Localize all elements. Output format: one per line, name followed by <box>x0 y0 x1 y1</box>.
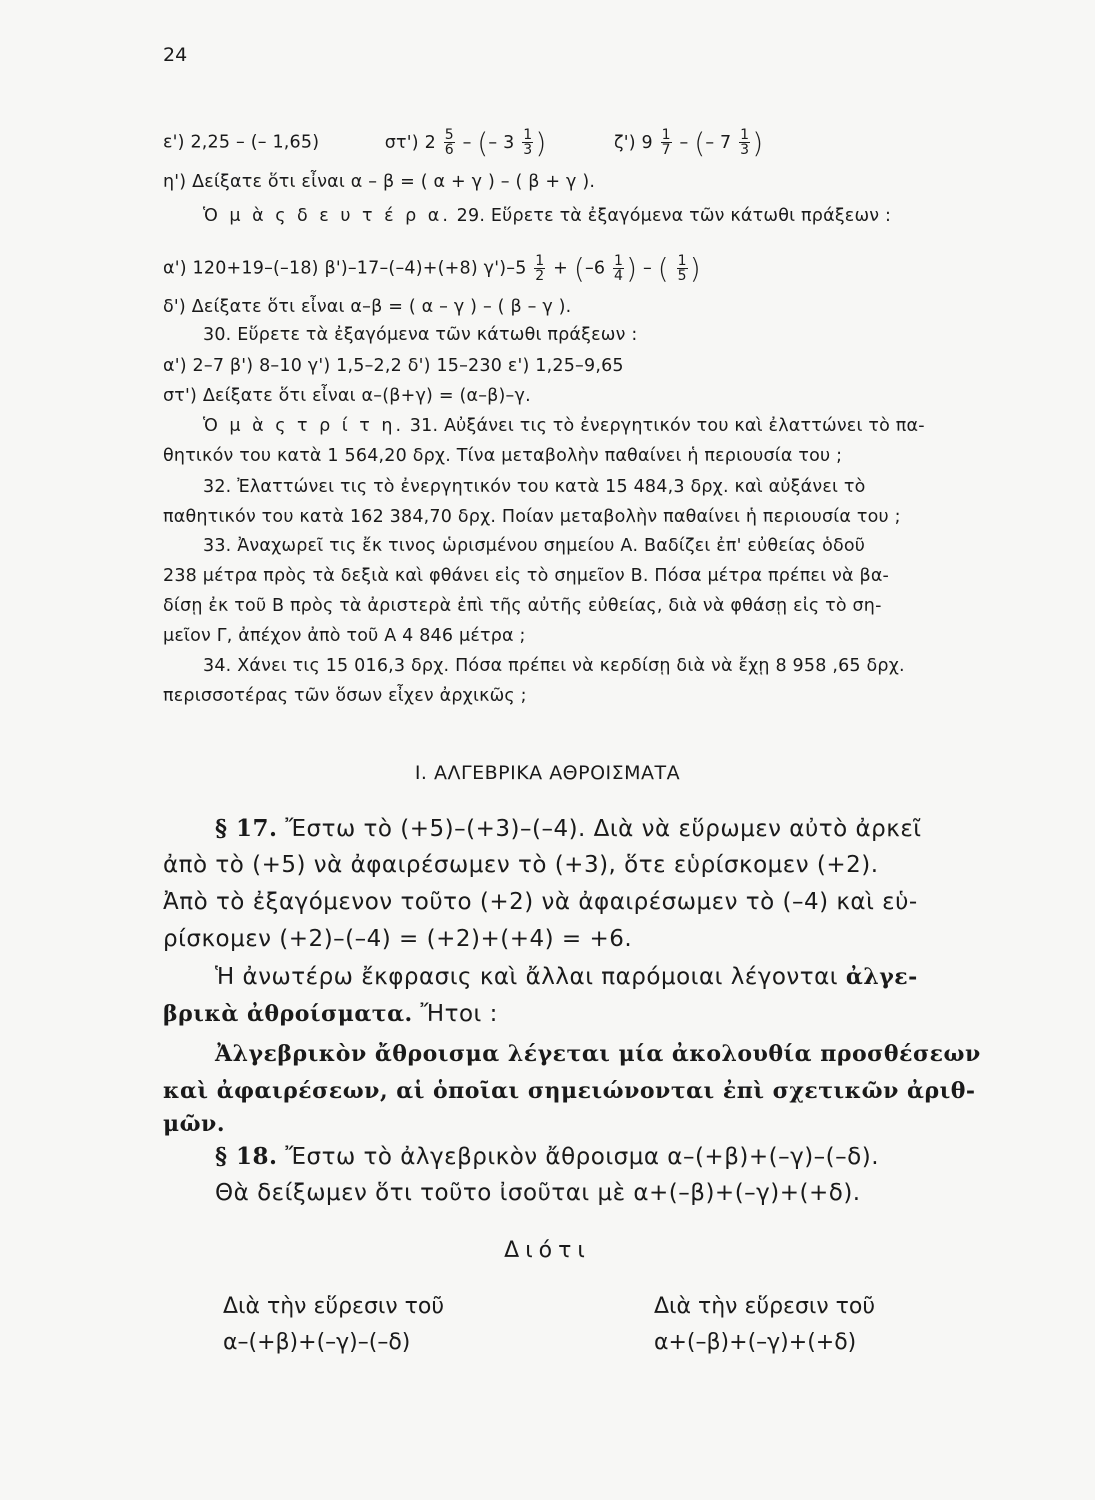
exercise-28-row <box>163 126 763 159</box>
fraction: $\frac{5}{6}$ <box>444 127 454 158</box>
exercise-31-line2: θητικόν του κατὰ 1 564,20 δρχ. Τίνα μεταβολὴν παθαίνει ἡ περιουσία του ; <box>163 446 843 466</box>
exercise-30-title: 30. Εὕρετε τὰ ἐξαγόμενα τῶν κάτωθι πράξεων : <box>203 325 638 345</box>
exercise-32-line1: 32. Ἐλαττώνει τις τὸ ἐνεργητικόν του κατὰ 15 484,3 δρχ. καὶ αὐξάνει τὸ <box>203 477 866 497</box>
exercise-28-h: η') Δείξατε ὅτι εἶναι α – β = ( α + γ ) – ( β + γ ). <box>163 172 596 192</box>
item-e: ε') 2,25 – (– 1,65) <box>163 132 320 153</box>
s17-line1: § 17. Ἔστω τὸ (+5)–(+3)–(–4). Διὰ νὰ εὕρωμεν αὐτὸ ἀρκεῖ <box>215 815 922 842</box>
fraction: $\frac{1}{3}$ <box>740 127 750 158</box>
exercise-32-line2: παθητικόν του κατὰ 162 384,70 δρχ. Ποίαν μεταβολὴν παθαίνει ἡ περιουσία του ; <box>163 507 901 527</box>
left-column-line1: Διὰ τὴν εὕρεσιν τοῦ <box>223 1294 445 1319</box>
dioti-heading: Διότι <box>504 1238 591 1263</box>
section-mark: § 17. <box>215 815 278 842</box>
exercise-30-items: α') 2–7 β') 8–10 γ') 1,5–2,2 δ') 15–230 ε') 1,25–9,65 <box>163 356 624 376</box>
page-number: 24 <box>163 44 188 66</box>
s18-line1: § 18. Ἔστω τὸ ἀλγεβρικὸν ἄθροισμα α–(+β)+(–γ)–(–δ). <box>215 1143 880 1170</box>
exercise-29-d: δ') Δείξατε ὅτι εἶναι α–β = ( α – γ ) – ( β – γ ). <box>163 297 572 317</box>
s17-line6: βρικὰ ἀθροίσματα. Ἤτοι : <box>163 1001 498 1027</box>
left-column-line2: α–(+β)+(–γ)–(–δ) <box>223 1330 411 1355</box>
exercise-33-line2: 238 μέτρα πρὸς τὰ δεξιὰ καὶ φθάνει εἰς τὸ σημεῖον Β. Πόσα μέτρα πρέπει νὰ βα- <box>163 566 890 586</box>
fraction: $\frac{1}{5}$ <box>677 253 687 284</box>
fraction: $\frac{1}{4}$ <box>614 253 624 284</box>
fraction: $\frac{1}{7}$ <box>661 127 671 158</box>
definition-line2: καὶ ἀφαιρέσεων, αἱ ὁποῖαι σημειώνονται ἐπὶ σχετικῶν ἀριθ- <box>163 1078 976 1104</box>
definition-line3: μῶν. <box>163 1111 225 1137</box>
section-heading: I. ΑΛΓΕΒΡΙΚΑ ΑΘΡΟΙΣΜΑΤΑ <box>414 762 681 784</box>
s17-line4: ρίσκομεν (+2)–(–4) = (+2)+(+4) = +6. <box>163 926 633 952</box>
s18-line2: Θὰ δείξωμεν ὅτι τοῦτο ἰσοῦται μὲ α+(–β)+(–γ)+(+δ). <box>215 1180 861 1206</box>
s17-line3: Ἀπὸ τὸ ἐξαγόμενον τοῦτο (+2) νὰ ἀφαιρέσωμεν τὸ (–4) καὶ εὑ- <box>163 889 918 915</box>
group-label: Ὁ μ ὰ ς τ ρ ί τ η. <box>203 416 405 436</box>
exercise-33-line4: μεῖον Γ, ἀπέχον ἀπὸ τοῦ Α 4 846 μέτρα ; <box>163 626 526 646</box>
s17-line2: ἀπὸ τὸ (+5) νὰ ἀφαιρέσωμεν τὸ (+3), ὅτε εὑρίσκομεν (+2). <box>163 852 879 878</box>
exercise-31-line1: Ὁ μ ὰ ς τ ρ ί τ η. 31. Αὐξάνει τις τὸ ἐνεργητικόν του καὶ ἐλαττώνει τὸ πα- <box>203 416 925 436</box>
exercise-33-line1: 33. Ἀναχωρεῖ τις ἔκ τινος ὡρισμένου σημείου Α. Βαδίζει ἐπ' εὐθείας ὁδοῦ <box>203 536 866 556</box>
group-label: Ὁ μ ὰ ς δ ε υ τ έ ρ α. <box>203 206 451 226</box>
item-st: στ') 2 $\frac{5}{6}$ – (– 3 $\frac{1}{3}$ ) <box>384 126 547 159</box>
item-z: ζ') 9 $\frac{1}{7}$ – (– 7 $\frac{1}{3}$ ) <box>614 126 764 159</box>
fraction: $\frac{1}{3}$ <box>523 127 533 158</box>
exercise-34-line2: περισσοτέρας τῶν ὅσων εἶχεν ἀρχικῶς ; <box>163 686 527 706</box>
exercise-34-line1: 34. Χάνει τις 15 016,3 δρχ. Πόσα πρέπει νὰ κερδίσῃ διὰ νὰ ἔχῃ 8 958 ,65 δρχ. <box>203 656 905 676</box>
definition-line1: Ἀλγεβρικὸν ἄθροισμα λέγεται μία ἀκολουθία προσθέσεων <box>215 1041 981 1067</box>
section-mark: § 18. <box>215 1143 278 1170</box>
exercise-29-title: Ὁ μ ὰ ς δ ε υ τ έ ρ α. 29. Εὕρετε τὰ ἐξαγόμενα τῶν κάτωθι πράξεων : <box>203 206 892 226</box>
exercise-33-line3: δίσῃ ἐκ τοῦ Β πρὸς τὰ ἀριστερὰ ἐπὶ τῆς αὐτῆς εὐθείας, διὰ νὰ φθάσῃ εἰς τὸ ση- <box>163 596 882 616</box>
right-column-line1: Διὰ τὴν εὕρεσιν τοῦ <box>654 1294 876 1319</box>
fraction: $\frac{1}{2}$ <box>535 253 545 284</box>
right-column-line2: α+(–β)+(–γ)+(+δ) <box>654 1330 857 1355</box>
s17-line5: Ἡ ἀνωτέρω ἔκφρασις καὶ ἄλλαι παρόμοιαι λέγονται ἀλγε- <box>215 964 918 990</box>
exercise-29-items: α') 120+19–(–18) β')–17–(–4)+(+8) γ')–5 $\frac{1}{2}$ + (–6 $\frac{1}{4}$ ) – ( $\frac{1}{5}$ ) <box>163 252 701 285</box>
exercise-30-st: στ') Δείξατε ὅτι εἶναι α–(β+γ) = (α–β)–γ. <box>163 386 531 406</box>
